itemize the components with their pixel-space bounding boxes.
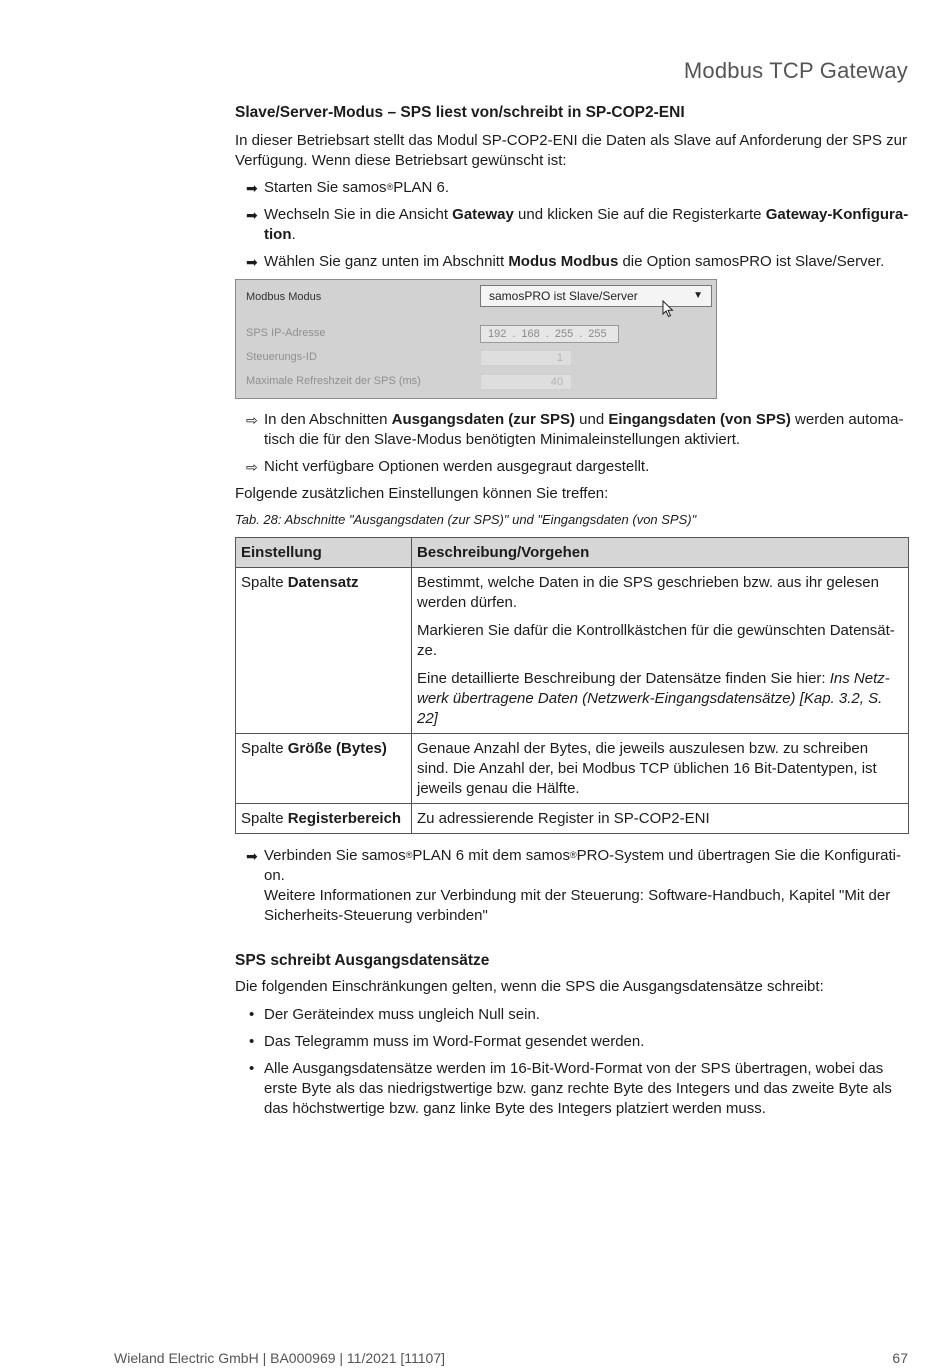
mouse-cursor-icon [662,300,674,318]
result-greyed-options: ⇨ Nicht verfügbare Optionen werden ausgegraut dargestellt. [246,458,650,475]
bullet-dot: • [249,1033,255,1050]
section-heading-output-datasets: SPS schreibt Ausgangsdatensätze [235,952,490,969]
plc-ip-field[interactable]: 192 . 168 . 255 . 255 [480,325,619,343]
list-item: • Der Geräteindex muss ungleich Null sein. [249,1006,540,1023]
hollow-arrow-right-icon: ⇨ [246,459,258,475]
footer-publisher: Wieland Electric GmbH | BA000969 | 11/2021 [11107] [114,1350,446,1366]
table-header-row [236,538,909,568]
additional-settings-text: Folgende zusätzlichen Einstellungen können Sie treffen: [235,485,609,502]
arrow-right-icon: ➡ [246,254,258,270]
step-connect-info: Weitere Informationen zur Verbindung mit der Steuerung: Software-Handbuch, Kapitel "Mit der Sicherheits-Steuerung verbinden" [264,887,891,924]
table-cell-setting: Spalte Registerbereich [236,804,412,834]
table-caption: Tab. 28: Abschnitte "Ausgangsdaten (zur SPS)" und "Eingangsdaten (von SPS)" [235,512,697,527]
step-connect-transfer: ➡ Verbinden Sie samos®PLAN 6 mit dem samos®PRO-System und übertragen Sie die Konfigurati-on. Weitere Informationen zur Verbindung mit der Steuerung: Software-Handbuch, Kapitel "Mit der Sicherheits-Steuerung verbinden" [235,846,909,926]
arrow-right-icon: ➡ [246,207,258,223]
result-auto-settings: ⇨ In den Abschnitten Ausgangsdaten (zur SPS) und Eingangsdaten (von SPS) werden automa-tisch die für den Slave-Modus benötigten Minimaleinstellungen aktiviert. [246,411,904,448]
list-item: • Alle Ausgangsdatensätze werden im 16-Bit-Word-Format von der SPS übertragen, wobei das erste Byte als das niedrigstwertige bzw. ganz rechte Byte des Integers und das zweite Byte als das höchstwertige bzw. ganz linke Byte des Integers platziert werden muss. [249,1060,892,1117]
page-content [235,104,909,1119]
controller-id-field: 1 [480,350,572,366]
table-row [236,568,909,734]
arrow-right-icon: ➡ [246,180,258,196]
table-row [236,734,909,804]
restrictions-intro: Die folgenden Einschränkungen gelten, wenn die SPS die Ausgangsdatensätze schreibt: [235,978,824,995]
table-cell-setting: Spalte Datensatz [236,568,412,734]
arrow-right-icon: ➡ [246,848,258,864]
step-start-samosplan: ➡ Starten Sie samos®PLAN 6. [246,179,450,196]
list-item: • Das Telegramm muss im Word-Format gesendet werden. [249,1033,645,1050]
page-number: 67 [892,1350,908,1366]
modbus-settings-screenshot [235,279,717,399]
step-select-option: ➡ Wählen Sie ganz unten im Abschnitt Modus Modbus die Option samosPRO ist Slave/Server. [246,253,885,270]
modbus-mode-label: Modbus Modus [246,291,322,303]
table-header-description: Beschreibung/Vorgehen [412,538,909,568]
dropdown-triangle-icon: ▼ [693,290,703,301]
refresh-time-label: Maximale Refreshzeit der SPS (ms) [246,375,421,387]
table-cell-description: Bestimmt, welche Daten in die SPS geschrieben bzw. aus ihr gelesen werden dürfen. Markieren Sie dafür die Kontrollkästchen für die gewünschten Datensät-ze. Eine detaillierte Beschreibung der Datensätze finden Sie hier: Ins Netz-werk übertragene Daten (Netzwerk-Eingangsdatensätze) [Kap. 3.2, S. 22] [412,568,909,734]
settings-table [235,537,909,834]
table-cell-description: Genaue Anzahl der Bytes, die jeweils auszulesen bzw. zu schreiben sind. Die Anzahl der, bei Modbus TCP üblichen 16 Bit-Datentypen, ist jeweils genau die Hälfte. [412,734,909,804]
step-open-gateway-view: ➡ Wechseln Sie in die Ansicht Gateway und klicken Sie auf die Registerkarte Gateway-Konfigura-tion. [246,206,909,243]
modbus-mode-dropdown[interactable]: samosPRO ist Slave/Server ▼ [480,285,712,307]
table-cell-description: Zu adressierende Register in SP-COP2-ENI [412,804,909,834]
table-row [236,804,909,834]
table-header-setting: Einstellung [236,538,412,568]
running-header-title: Modbus TCP Gateway [683,58,908,83]
plc-ip-label: SPS IP-Adresse [246,327,326,339]
intro-paragraph: In dieser Betriebsart stellt das Modul SP-COP2-ENI die Daten als Slave auf Anforderung der SPS zur Verfügung. Wenn diese Betriebsart gewünscht ist: [235,132,907,169]
hollow-arrow-right-icon: ⇨ [246,412,258,428]
section-heading-slave-mode: Slave/Server-Modus – SPS liest von/schreibt in SP-COP2-ENI [235,104,685,121]
bullet-dot: • [249,1006,255,1023]
refresh-time-field: 40 [480,374,572,390]
controller-id-label: Steuerungs-ID [246,351,317,363]
cross-reference-link[interactable]: Ins Netz-werk übertragene Daten (Netzwerk-Eingangsdatensätze) [Kap. 3.2, S. 22] [417,670,890,727]
bullet-dot: • [249,1060,255,1077]
table-cell-setting: Spalte Größe (Bytes) [236,734,412,804]
